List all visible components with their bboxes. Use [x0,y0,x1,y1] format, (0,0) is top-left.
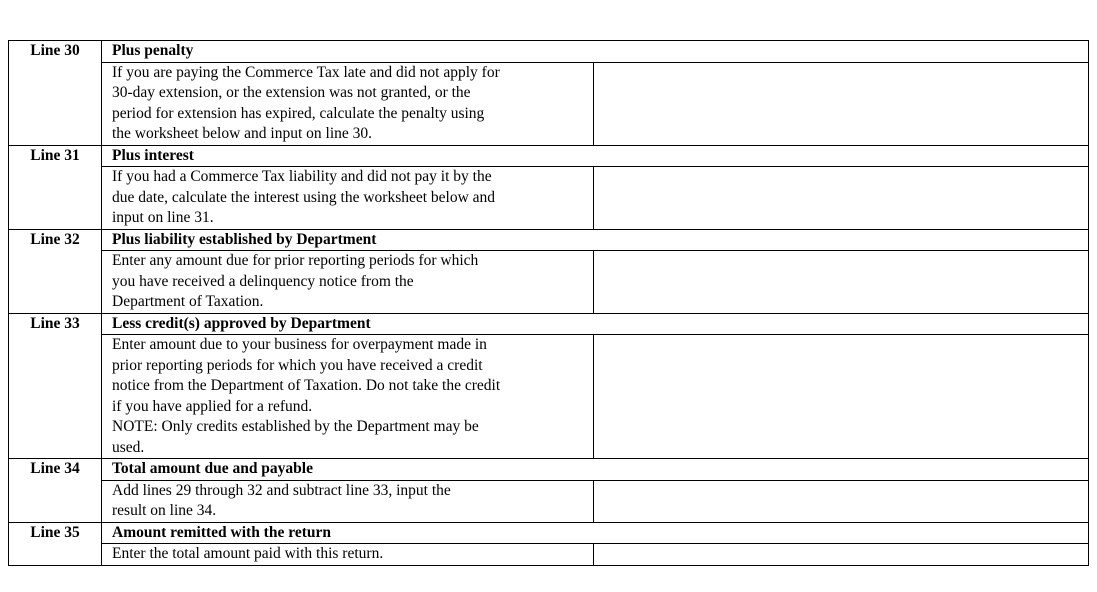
line-heading: Plus interest [102,145,1089,167]
table-row-heading [9,522,1089,544]
line-heading: Total amount due and payable [102,459,1089,481]
line-description [102,544,594,566]
table-row-heading [9,41,1089,63]
line-heading: Less credit(s) approved by Department [102,313,1089,335]
table-row-detail [9,251,1089,314]
table-row-heading [9,459,1089,481]
description-text-line: prior reporting periods for which you have received a credit [112,356,483,374]
line-description [102,480,594,522]
description-text-line: due date, calculate the interest using the worksheet below and [112,188,496,206]
amount-entry-cell[interactable] [594,544,1089,566]
line-number-label: Line 35 [9,522,102,565]
instructions-table-container [8,40,1088,566]
description-text-line: Enter amount due to your business for overpayment made in [112,336,487,353]
table-row-detail [9,480,1089,522]
line-number-label: Line 32 [9,229,102,313]
line-number-label: Line 33 [9,313,102,459]
line-number-label: Line 34 [9,459,102,523]
description-text-line: input on line 31. [112,209,214,226]
line-description [102,62,594,145]
description-text-line: if you have applied for a refund. [112,397,313,415]
table-body [9,41,1089,566]
amount-entry-cell[interactable] [594,251,1089,314]
line-heading: Plus penalty [102,41,1089,63]
table-row-detail [9,335,1089,459]
amount-entry-cell[interactable] [594,167,1089,230]
description-text-line: period for extension has expired, calculate the penalty using [112,104,485,122]
line-heading: Plus liability established by Department [102,229,1089,251]
table-row-heading [9,313,1089,335]
description-text-line: Enter any amount due for prior reporting periods for which [112,252,479,269]
description-text-line: you have received a delinquency notice from the [112,272,414,290]
table-row-detail [9,544,1089,566]
table-row-detail [9,62,1089,145]
line-description [102,251,594,314]
description-text-line: 30-day extension, or the extension was not granted, or the [112,84,471,101]
amount-entry-cell[interactable] [594,480,1089,522]
line-heading: Amount remitted with the return [102,522,1089,544]
description-text-line: NOTE: Only credits established by the Department may be [112,418,479,435]
line-description [102,335,594,459]
description-text-line: the worksheet below and input on line 30. [112,125,373,142]
description-text-line: If you had a Commerce Tax liability and did not pay it by the [112,168,492,185]
description-text-line: result on line 34. [112,502,217,519]
table-row-detail [9,167,1089,230]
description-text-line: Department of Taxation. [112,293,264,310]
description-text-line: notice from the Department of Taxation. Do not take the credit [112,377,501,394]
table-row-heading [9,229,1089,251]
description-text-line: If you are paying the Commerce Tax late and did not apply for [112,63,500,81]
amount-entry-cell[interactable] [594,335,1089,459]
instructions-table [8,40,1089,566]
description-text-line: Enter the total amount paid with this return. [112,545,384,562]
line-number-label: Line 30 [9,41,102,146]
line-number-label: Line 31 [9,145,102,229]
description-text-line: used. [112,438,145,456]
table-row-heading [9,145,1089,167]
description-text-line: Add lines 29 through 32 and subtract line 33, input the [112,481,451,499]
amount-entry-cell[interactable] [594,62,1089,145]
line-description [102,167,594,230]
